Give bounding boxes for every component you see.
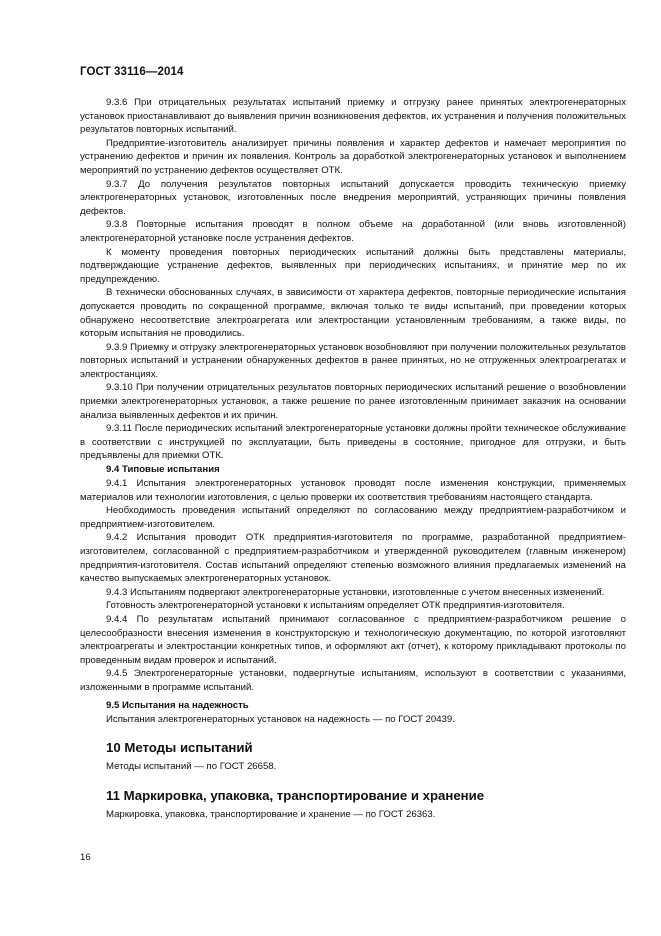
paragraph-repeat-periodic-materials: К моменту проведения повторных периодических испытаний должны быть представлены материалы, подтверждающие устранение дефектов, выявленных при периодических испытаниях, и принятие мер по их предупреждению. [80, 246, 626, 285]
subsection-heading-9-5: 9.5 Испытания на надежность [106, 699, 249, 711]
paragraph-9-3-7: 9.3.7 До получения результатов повторных испытаний допускается проводить техническую приемку электрогенераторных установок, изготовленных после внедрения мероприятий, устраняющих причины появления дефектов. [80, 178, 626, 217]
paragraph-10-methods: Методы испытаний — по ГОСТ 26658. [106, 761, 277, 773]
page-header-standard-id: ГОСТ 33116—2014 [80, 66, 184, 78]
paragraph-9-4-3: 9.4.3 Испытаниям подвергают электрогенераторные установки, изготовленные с учетом внесенных изменений. [106, 586, 605, 598]
paragraph-9-4-4: 9.4.4 По результатам испытаний принимают согласованное с предприятием-разработчиком решение о целесообразности внесения изменения в конструкторскую и технологическую документацию, по которой изготовляют электроагрегаты и электростанции конкретных типов, и оформляют акт (отчет), к которому прикладывают протоколы по проведенным видам проверок и испытаний. [80, 613, 626, 666]
page-content [80, 96, 626, 821]
section-heading-10: 10 Методы испытаний [106, 740, 253, 756]
paragraph-9-4-1: 9.4.1 Испытания электрогенераторных установок проводят после изменения конструкции, применяемых материалов или технологии изготовления, с целью проверки их соответствия требованиям настоящего стандарта. [80, 478, 626, 503]
paragraph-9-4-2: 9.4.2 Испытания проводит ОТК предприятия-изготовителя по программе, разработанной предприятием-изготовителем, согласованной с предприятием-разработчиком и утвержденной руководителем (главным инженером) предприятия-изготовителя. Состав испытаний определяют степенью возможного влияния предлагаемых изменений на качество выпускаемых электрогенераторных установок. [80, 532, 626, 585]
paragraph-9-4-5: 9.4.5 Электрогенераторные установки, подвергнутые испытаниям, используют в соответствии с указаниями, изложенными в программе испытаний. [80, 668, 626, 693]
paragraph-necessity-agreement: Необходимость проведения испытаний определяют по согласованию между предприятием-разработчиком и предприятием-изготовителем. [80, 505, 626, 530]
paragraph-readiness: Готовность электрогенераторной установки к испытаниям определяет ОТК предприятия-изготовителя. [106, 600, 565, 612]
subsection-heading-9-4: 9.4 Типовые испытания [106, 464, 220, 476]
paragraph-9-3-9: 9.3.9 Приемку и отгрузку электрогенераторных установок возобновляют при получении положительных результатов повторных испытаний и устранении обнаруженных дефектов в ранее принятых, но не отгруженных электроагрегатах и электростанциях. [80, 341, 626, 380]
paragraph-9-3-6: 9.3.6 При отрицательных результатах испытаний приемку и отгрузку ранее принятых электрогенераторных установок приостанавливают до выявления причин возникновения дефектов, их устранения и получения положительных результатов повторных испытаний. [80, 97, 626, 136]
section-heading-11: 11 Маркировка, упаковка, транспортирование и хранение [106, 787, 485, 803]
paragraph-9-3-10: 9.3.10 При получении отрицательных результатов повторных периодических испытаний решение о возобновлении приемки электрогенераторных установок, а также решение по ранее изготовленным принимает заказчик на основании анализа выявленных дефектов и их причин. [80, 382, 626, 421]
paragraph-reduced-program: В технически обоснованных случаях, в зависимости от характера дефектов, повторные периодические испытания допускается проводить по сокращенной программе, включая только те виды испытаний, при проведении которых обнаружено несоответствие электроагрегата или электростанции установленным требованиям, а также виды, по которым испытания не проводились. [80, 287, 626, 340]
paragraph-9-3-11: 9.3.11 После периодических испытаний электрогенераторные установки должны пройти техническое обслуживание в соответствии с инструкцией по эксплуатации, быть приведены в состояние, пригодное для отгрузки, и быть предъявлены для приемки ОТК. [80, 423, 626, 462]
paragraph-11-marking: Маркировка, упаковка, транспортирование и хранение — по ГОСТ 26363. [106, 808, 436, 820]
paragraph-manufacturer-analysis: Предприятие-изготовитель анализирует причины появления и характер дефектов и намечает мероприятия по устранению дефектов и причин их появления. Контроль за доработкой электрогенераторных установок и выполнением мероприятий по устранению дефектов осуществляет ОТК. [80, 137, 626, 176]
page-number: 16 [80, 852, 91, 863]
paragraph-9-3-8: 9.3.8 Повторные испытания проводят в полном объеме на доработанной (или вновь изготовленной) электрогенераторной установке после устранения дефектов. [80, 219, 626, 244]
paragraph-9-5-reliability: Испытания электрогенераторных установок на надежность — по ГОСТ 20439. [106, 713, 455, 725]
